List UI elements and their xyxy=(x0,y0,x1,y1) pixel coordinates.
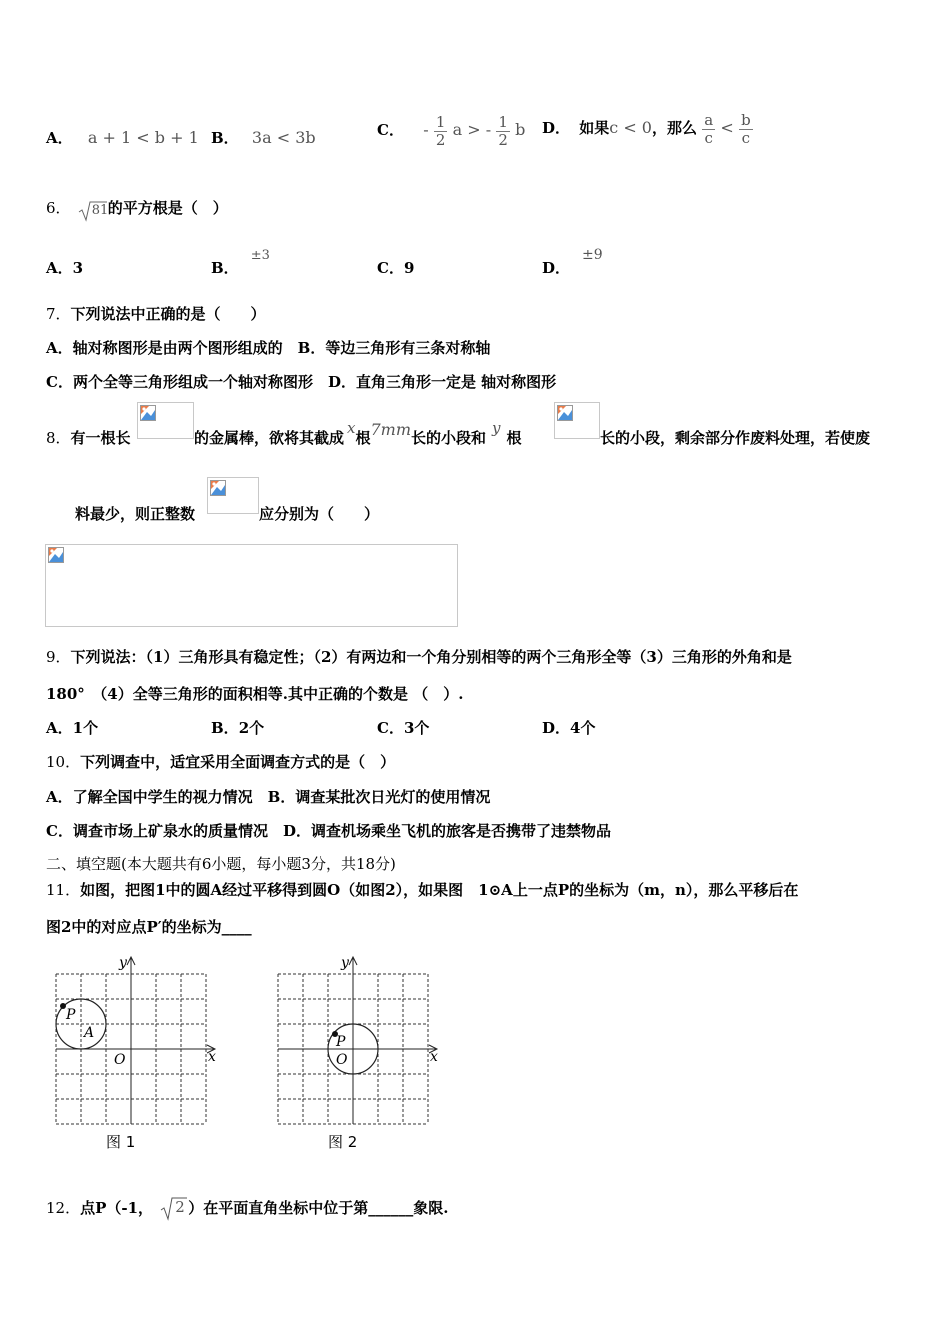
x-label: x xyxy=(208,1049,216,1065)
q10-options-line1: A．了解全国中学生的视力情况 B．调查某批次日光灯的使用情况 xyxy=(46,788,491,806)
q10-options-line2: C．调查市场上矿泉水的质量情况 D．调查机场乘坐飞机的旅客是否携带了违禁物品 xyxy=(46,822,611,840)
q8-y-length-image xyxy=(554,402,600,439)
y-label: y xyxy=(119,955,127,971)
q5-option-b-expr: 3a < 3b xyxy=(251,128,316,147)
q10-stem: 10．下列调查中，适宜采用全面调查方式的是（ ） xyxy=(46,753,396,771)
q8-stem-line1b: 的金属棒，欲将其截成x根7mm长的小段和y根 xyxy=(194,419,522,447)
q8-xy-image xyxy=(207,477,259,514)
center-a-label: A xyxy=(84,1025,95,1041)
q7-stem: 7．下列说法中正确的是（ ） xyxy=(46,305,266,323)
broken-image-icon xyxy=(210,480,226,496)
q9-stem-line2: 180° （4）全等三角形的面积相等.其中正确的个数是 （ ）. xyxy=(46,685,464,703)
origin-label: O xyxy=(114,1052,126,1068)
q9-option-c: C．3个 xyxy=(377,719,430,737)
q6-stem: 6． 81 的平方根是（ ） xyxy=(46,198,228,218)
q9-option-a: A．1个 xyxy=(46,719,99,737)
q5-option-c: C． - $\frac{1}{2}$ a > - $\frac{1}{2}$ b xyxy=(377,112,526,149)
y-label: y xyxy=(341,955,349,971)
q12-stem: 12．点P（-1， 2 ）在平面直角坐标中位于第______象限. xyxy=(46,1198,449,1218)
broken-image-icon xyxy=(140,405,156,421)
section-2-title: 二、填空题(本大题共有6小题，每小题3分，共18分) xyxy=(46,855,396,873)
q8-stem-line1: 8．有一根长 xyxy=(46,429,131,447)
broken-image-icon xyxy=(48,547,64,563)
origin-label: O xyxy=(336,1052,348,1068)
q9-option-b: B．2个 xyxy=(211,719,265,737)
q5-option-a: A． a + 1 < b + 1 xyxy=(46,128,199,147)
q6-option-d: D．±9 xyxy=(542,247,603,277)
q11-stem-line1: 11．如图，把图1中的圆A经过平移得到圆O（如图2），如果图 1⊙A上一点P的坐标为（m，n），那么平移后在 xyxy=(46,881,799,899)
q7-options-line1: A．轴对称图形是由两个图形组成的 B．等边三角形有三条对称轴 xyxy=(46,339,491,357)
x-label: x xyxy=(430,1049,438,1065)
q11-figure-2 xyxy=(270,953,450,1153)
q6-option-a: A．3 xyxy=(46,259,84,277)
q11-figure-1 xyxy=(48,953,228,1153)
broken-image-icon xyxy=(557,405,573,421)
q6-option-c: C．9 xyxy=(377,259,415,277)
q9-stem-line1: 9．下列说法：（1）三角形具有稳定性；（2）有两边和一个角分别相等的两个三角形全等（3）三角形的外角和是 xyxy=(46,648,792,666)
q8-stem-line2: 料最少，则正整数 xyxy=(75,505,196,523)
q8-length-image xyxy=(137,402,194,439)
figure-2-caption: 图 2 xyxy=(328,1133,358,1151)
q9-option-d: D．4个 xyxy=(542,719,596,737)
figure-1-caption: 图 1 xyxy=(106,1133,136,1151)
q7-options-line2: C．两个全等三角形组成一个轴对称图形 D．直角三角形一定是 轴对称图形 xyxy=(46,373,557,391)
q8-stem-line1c: 长的小段，剩余部分作废料处理，若使废 xyxy=(600,429,871,447)
q5-option-d: D． 如果c < 0，那么 $\frac{a}{c}$ < $\frac{b}{c}$ xyxy=(542,110,751,147)
point-p-label: P xyxy=(66,1007,76,1023)
q8-options-image xyxy=(45,544,458,627)
q11-stem-line2: 图2中的对应点P′的坐标为____ xyxy=(46,918,252,936)
q6-option-b: B．±3 xyxy=(211,248,270,277)
q5-option-a-expr: a + 1 < b + 1 xyxy=(87,128,199,147)
point-p-label: P xyxy=(336,1034,346,1050)
q5-option-b: B． 3a < 3b xyxy=(211,128,316,147)
q8-stem-line2b: 应分别为（ ） xyxy=(259,505,380,523)
